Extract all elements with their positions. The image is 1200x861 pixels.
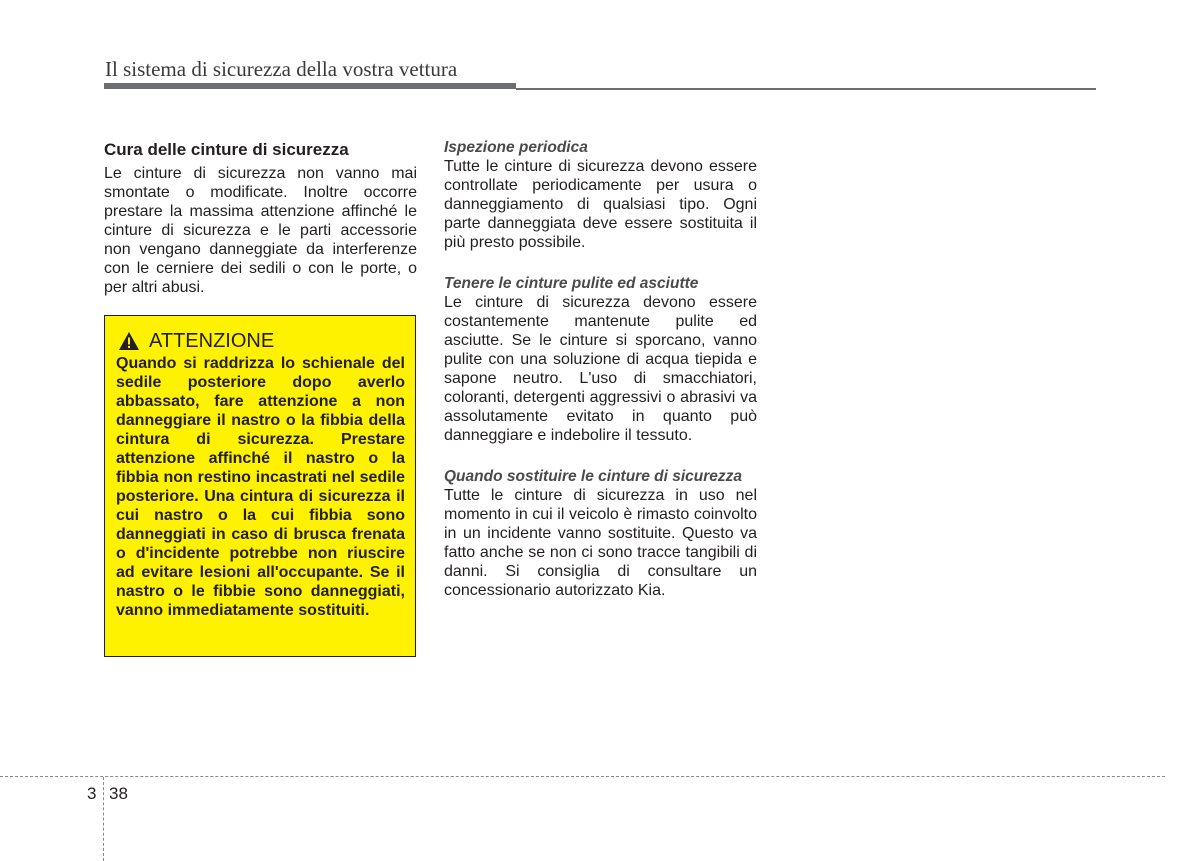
- subsection-body: Tutte le cinture di sicurezza devono essere controllate periodicamente per usura o danneggiamento di qualsiasi tipo. Ogni parte danneggiata deve essere sostituita il più presto possibile.: [444, 158, 757, 251]
- subsection-title: Quando sostituire le cinture di sicurezza: [444, 468, 743, 485]
- section-ispezione: [444, 138, 757, 252]
- section-sostituzione: [444, 467, 757, 600]
- left-column: [104, 139, 417, 297]
- warning-box: [104, 315, 416, 657]
- subsection-body: Le cinture di sicurezza devono essere costantemente mantenute pulite ed asciutte. Se le cinture si sporcano, vanno pulite con una soluzione di acqua tiepida e sapone neutro. L'uso di smacchiatori, coloranti, detergenti aggressivi o abrasivi va assolutamente evitato in quanto può danneggiare e indebolire il tessuto.: [444, 294, 757, 444]
- subsection-title: Tenere le cinture pulite ed asciutte: [444, 275, 699, 292]
- footer-rule-gap: [1165, 776, 1200, 778]
- subsection-body: Tutte le cinture di sicurezza in uso nel momento in cui il veicolo è rimasto coinvolto in un incidente vanno sostituite. Questo va fatto anche se non ci sono tracce tangibili di danni. Si consiglia di consultare un concessionario autorizzato Kia.: [444, 487, 757, 599]
- warning-title: ATTENZIONE: [149, 330, 275, 352]
- header-rule-thin: [516, 88, 1096, 90]
- page-header-title: Il sistema di sicurezza della vostra vettura: [105, 57, 458, 81]
- warning-header: [116, 330, 405, 352]
- page-number: 38: [109, 784, 128, 803]
- footer-vertical-rule: [103, 777, 104, 861]
- section-pulizia: [444, 274, 757, 445]
- section-title-cura: Cura delle cinture di sicurezza: [104, 140, 349, 159]
- subsection-title: Ispezione periodica: [444, 139, 588, 156]
- warning-triangle-icon: [118, 331, 140, 351]
- section-body-cura: Le cinture di sicurezza non vanno mai smontate o modificate. Inoltre occorre prestare la massima attenzione affinché le cinture di sicurezza e le parti accessorie non vengano danneggiate da interferenze con le cerniere dei sedili o con le porte, o per altri abusi.: [104, 165, 417, 296]
- header-rule-thick: [104, 83, 516, 89]
- right-column: [444, 138, 757, 622]
- footer-rule: [0, 776, 1200, 777]
- warning-body: Quando si raddrizza lo schienale del sedile posteriore dopo averlo abbassato, fare attenzione a non danneggiare il nastro o la fibbia della cintura di sicurezza. Prestare attenzione affinché il nastro o la fibbia non restino incastrati nel sedile posteriore. Una cintura di sicurezza il cui nastro o la cui fibbia sono danneggiati in caso di brusca frenata o d'incidente potrebbe non riuscire ad evitare lesioni all'occupante. Se il nastro o le fibbie sono danneggiati, vanno immediatamente sostituiti.: [116, 355, 405, 619]
- chapter-number: 3: [87, 784, 97, 803]
